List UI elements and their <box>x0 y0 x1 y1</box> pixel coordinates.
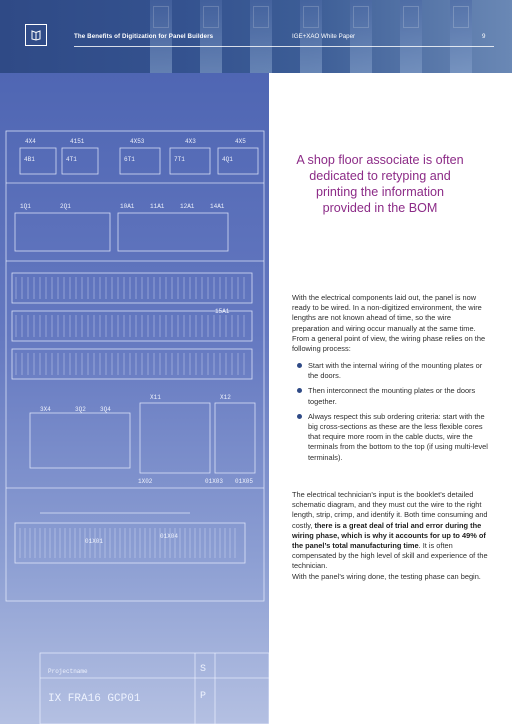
header-divider <box>74 46 494 47</box>
closing-sentence: With the panel’s wiring done, the testing phase can begin. <box>292 571 481 581</box>
schematic-label: 11A1 <box>150 203 165 210</box>
schematic-label: 01X03 <box>205 478 224 485</box>
schematic-label: 12A1 <box>180 203 195 210</box>
schematic-label: 4X5 <box>235 138 246 145</box>
pull-quote: A shop floor associate is often dedicated to retyping and printing the information provided in the BOM <box>296 153 464 215</box>
page-number: 9 <box>482 33 486 40</box>
schematic-image <box>0 73 269 724</box>
closing-paragraph: The electrical technician’s input is the booklet’s detailed schematic diagram, and they must cut the wire to the right length, strip, crimp, and identify it. Both time consuming and costly, there is a great deal of trial and error during the wiring phase, which is why it accounts for up to 49% of the panel’s total manufacturing time. It is often compensated by the high level of skill and experience of the technician. With the panel’s wiring done, the testing phase can begin. <box>292 490 488 581</box>
schematic-label: X11 <box>150 394 161 401</box>
schematic-label: 01X04 <box>160 533 179 540</box>
bullet-dot-icon <box>297 363 302 368</box>
cabinet-photo-strip <box>250 0 272 73</box>
book-icon <box>25 24 47 46</box>
schematic-label: 2Q1 <box>60 203 71 210</box>
schematic-label: 7T1 <box>174 156 185 163</box>
schematic-label: 4T1 <box>66 156 77 163</box>
schematic-label: 3Q2 <box>75 406 86 413</box>
cabinet-photo-strip <box>400 0 422 73</box>
schematic-label: 10A1 <box>120 203 135 210</box>
schematic-label: 4Q1 <box>222 156 233 163</box>
schematic-label: 4X4 <box>25 138 36 145</box>
schematic-label: 3Q4 <box>100 406 111 413</box>
schematic-label: 1X02 <box>138 478 153 485</box>
schematic-label: 01X05 <box>235 478 254 485</box>
highlighted-statement: there is a great deal of trial and error during the wiring phase, which is why it accounts for up to 49% of the panel’s total manufacturing time <box>292 520 486 551</box>
header-paper-name: IGE+XAO White Paper <box>292 33 356 40</box>
list-item: Always respect this sub ordering criteria: start with the big cross-sections as these are the less flexible cores that require more room in the cable ducts, wire the terminals from the bottom to the top (if using multi-level terminals). <box>296 412 490 463</box>
list-item: Start with the internal wiring of the mounting plates or the doors. <box>296 361 490 381</box>
schematic-label: 3X4 <box>40 406 51 413</box>
intro-paragraph: With the electrical components laid out, the panel is now ready to be wired. In a non-digitized environment, the wire lengths are not known ahead of time, so the wire preparation and wiring occur manually at the same time. From a general point of view, the wiring phase relies on the following process: <box>292 293 486 354</box>
schematic-label: X12 <box>220 394 231 401</box>
schematic-label: 4B1 <box>24 156 35 163</box>
cabinet-photo-strip <box>450 0 472 73</box>
schematic-label: 1Q1 <box>20 203 31 210</box>
schematic-drawing <box>0 73 269 724</box>
side-letter: S <box>200 664 207 675</box>
schematic-label: 4X53 <box>130 138 145 145</box>
schematic-label: 15A1 <box>215 308 230 315</box>
side-letter: P <box>200 691 207 702</box>
bullet-dot-icon <box>297 414 302 419</box>
projectname-label: Projectname <box>48 668 88 675</box>
schematic-label: 14A1 <box>210 203 225 210</box>
bullet-dot-icon <box>297 388 302 393</box>
schematic-label: 4X3 <box>185 138 196 145</box>
process-list <box>296 361 490 468</box>
schematic-label: 01X01 <box>85 538 104 545</box>
list-item: Then interconnect the mounting plates or the doors together. <box>296 386 490 406</box>
page-header <box>0 0 512 73</box>
schematic-label: 4151 <box>70 138 85 145</box>
project-id: IX FRA16 GCP01 <box>48 693 141 705</box>
schematic-label: 6T1 <box>124 156 135 163</box>
header-title: The Benefits of Digitization for Panel Builders <box>74 33 214 40</box>
